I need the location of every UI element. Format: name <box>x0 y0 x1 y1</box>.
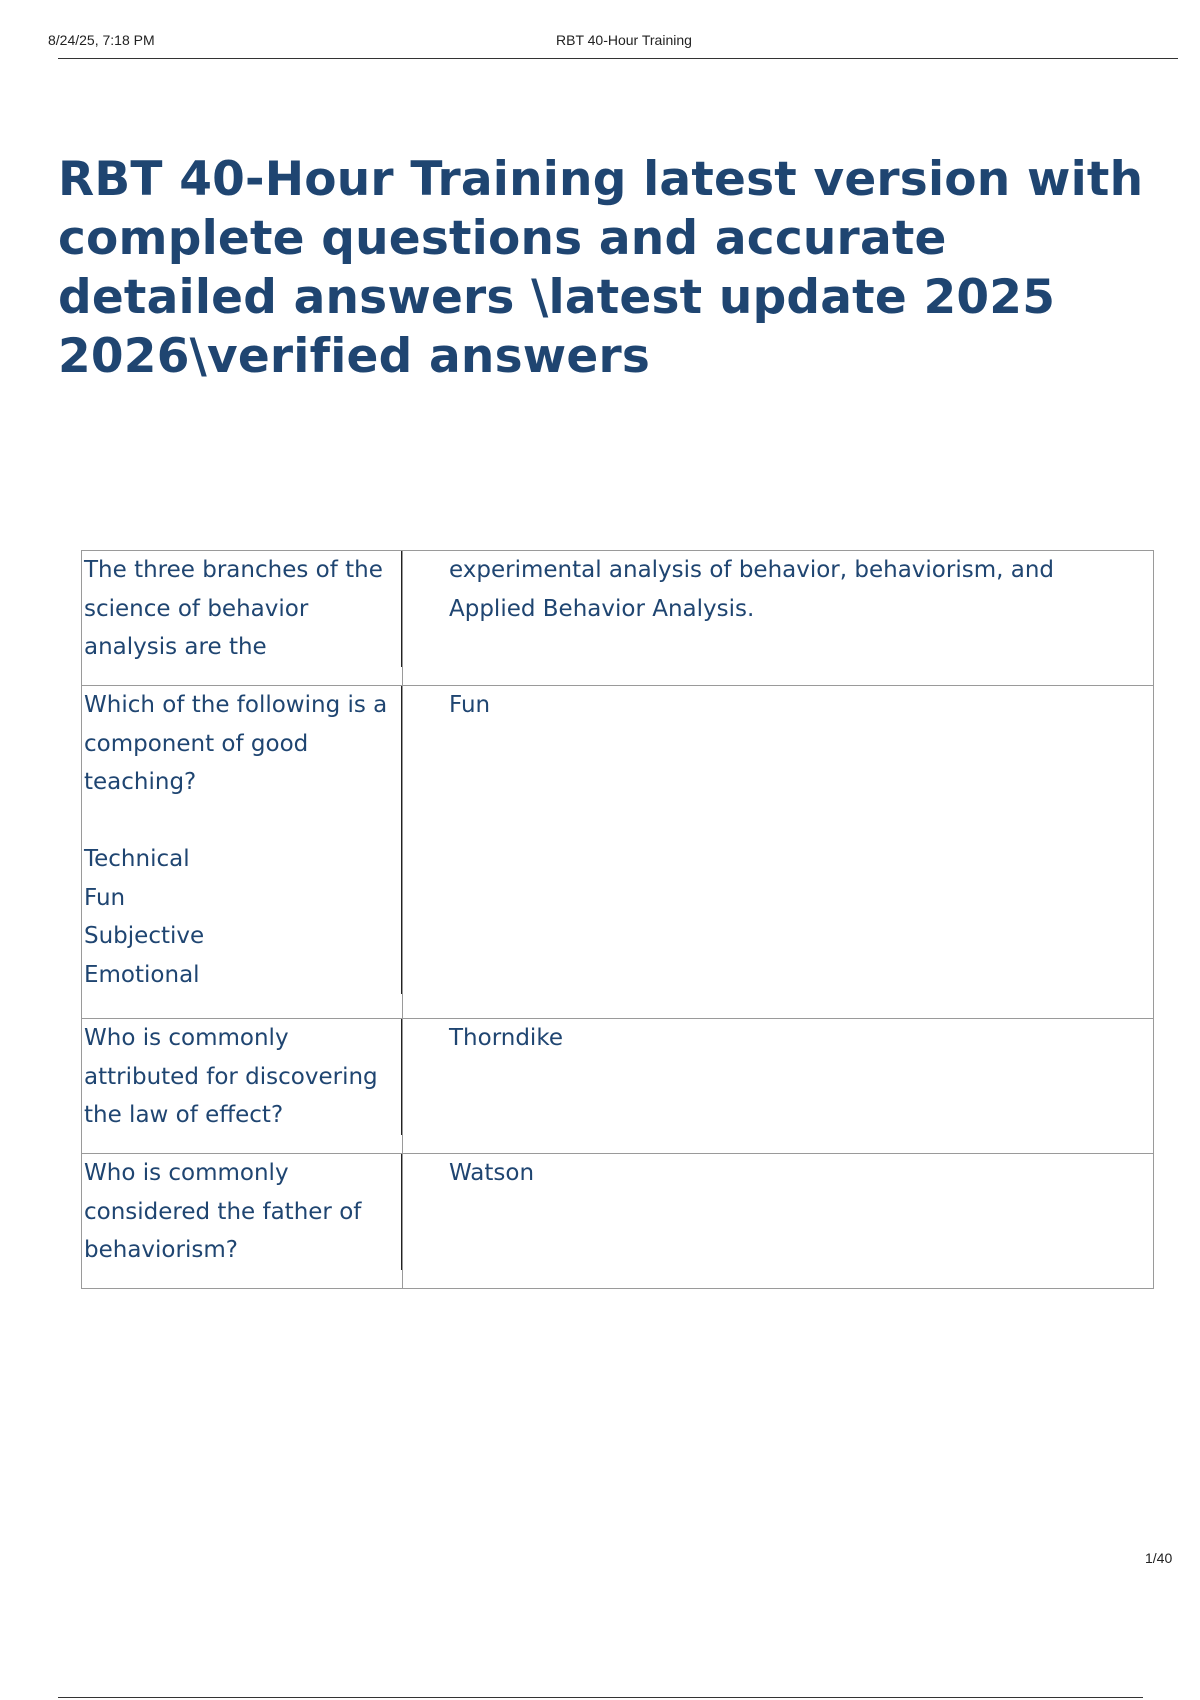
print-header-title: RBT 40-Hour Training <box>556 32 692 48</box>
answer-text: Watson <box>449 1160 535 1186</box>
answer-text: Thorndike <box>449 1025 563 1051</box>
question-cell <box>82 686 403 1019</box>
table-row <box>82 551 1154 686</box>
table-row <box>82 686 1154 1019</box>
answer-cell <box>403 1154 1154 1289</box>
answer-cell <box>403 1019 1154 1154</box>
page-number: 1/40 <box>1145 1550 1173 1566</box>
table-row <box>82 1019 1154 1154</box>
print-header <box>48 28 1178 59</box>
question-text: The three branches of the science of behavior analysis are the <box>82 551 403 667</box>
question-text: Who is commonly attributed for discovering the law of effect? <box>82 1019 403 1135</box>
answer-cell <box>403 551 1154 686</box>
question-text: Who is commonly considered the father of behaviorism? <box>82 1154 403 1270</box>
answer-text: Fun <box>449 692 491 718</box>
question-cell <box>82 551 403 686</box>
qa-table <box>81 550 1154 1289</box>
print-datetime: 8/24/25, 7:18 PM <box>48 32 155 48</box>
question-cell <box>82 1154 403 1289</box>
question-cell <box>82 1019 403 1154</box>
question-text: Which of the following is a component of good teaching? Technical Fun Subjective Emotional <box>82 686 403 994</box>
table-row <box>82 1154 1154 1289</box>
footer-divider <box>58 1697 1143 1698</box>
answer-text: experimental analysis of behavior, behaviorism, and Applied Behavior Analysis. <box>449 557 1055 622</box>
page-title: RBT 40-Hour Training latest version with complete questions and accurate detailed answers \latest update 2025 2026\verified answers <box>58 152 1144 384</box>
answer-cell <box>403 686 1154 1019</box>
